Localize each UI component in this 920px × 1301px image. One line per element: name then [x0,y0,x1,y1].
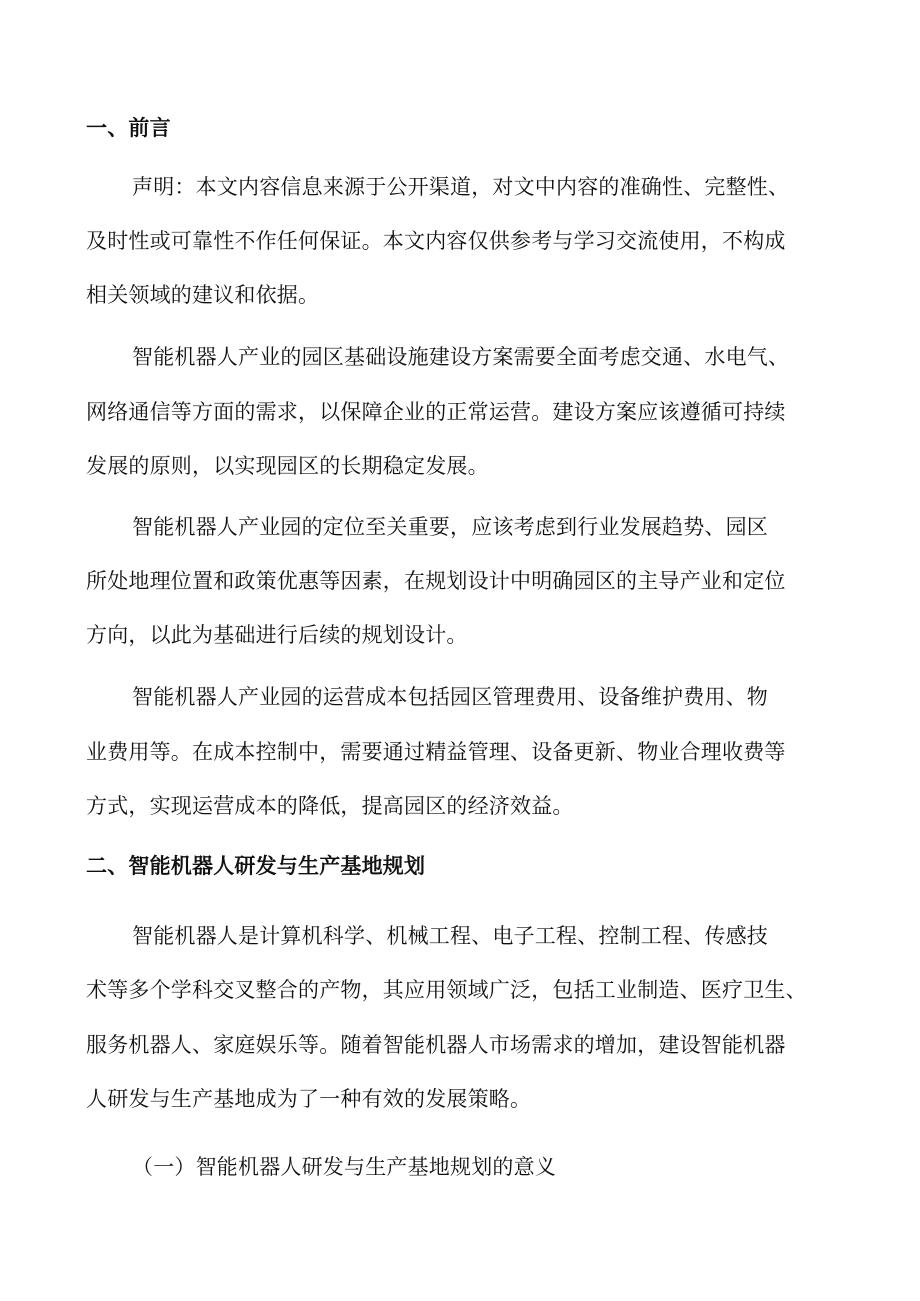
paragraph-line: 智能机器人是计算机科学、机械工程、电子工程、控制工程、传感技 [132,924,768,948]
paragraph-line: 业费用等。在成本控制中，需要通过精益管理、设备更新、物业合理收费等 [86,740,786,764]
paragraph-line: 发展的原则，以实现园区的长期稳定发展。 [86,454,489,478]
section-heading-rd-base: 二、智能机器人研发与生产基地规划 [86,853,426,878]
paragraph-line: 服务机器人、家庭娱乐等。随着智能机器人市场需求的增加，建设智能机器 [86,1033,786,1057]
paragraph-line: 智能机器人产业的园区基础设施建设方案需要全面考虑交通、水电气、 [132,345,790,369]
paragraph-line: 所处地理位置和政策优惠等因素，在规划设计中明确园区的主导产业和定位 [86,569,786,593]
paragraph-line: 方向，以此为基础进行后续的规划设计。 [86,623,468,647]
paragraph-line: 人研发与生产基地成为了一种有效的发展策略。 [86,1087,532,1111]
paragraph-line: 及时性或可靠性不作任何保证。本文内容仅供参考与学习交流使用，不构成 [86,229,786,253]
paragraph-line: 声明：本文内容信息来源于公开渠道，对文中内容的准确性、完整性、 [132,175,790,199]
paragraph-line: 智能机器人产业园的定位至关重要，应该考虑到行业发展趋势、园区 [132,515,768,539]
paragraph-line: 智能机器人产业园的运营成本包括园区管理费用、设备维护费用、物 [132,685,768,709]
paragraph-line: 方式，实现运营成本的降低，提高园区的经济效益。 [86,794,574,818]
paragraph-line: 术等多个学科交叉整合的产物，其应用领域广泛，包括工业制造、医疗卫生、 [86,978,807,1002]
paragraph-line: 相关领域的建议和依据。 [86,283,320,307]
section-heading-preface: 一、前言 [86,115,171,140]
subsection-heading-significance: （一）智能机器人研发与生产基地规划的意义 [132,1155,556,1179]
paragraph-line: 网络通信等方面的需求，以保障企业的正常运营。建设方案应该遵循可持续 [86,400,786,424]
